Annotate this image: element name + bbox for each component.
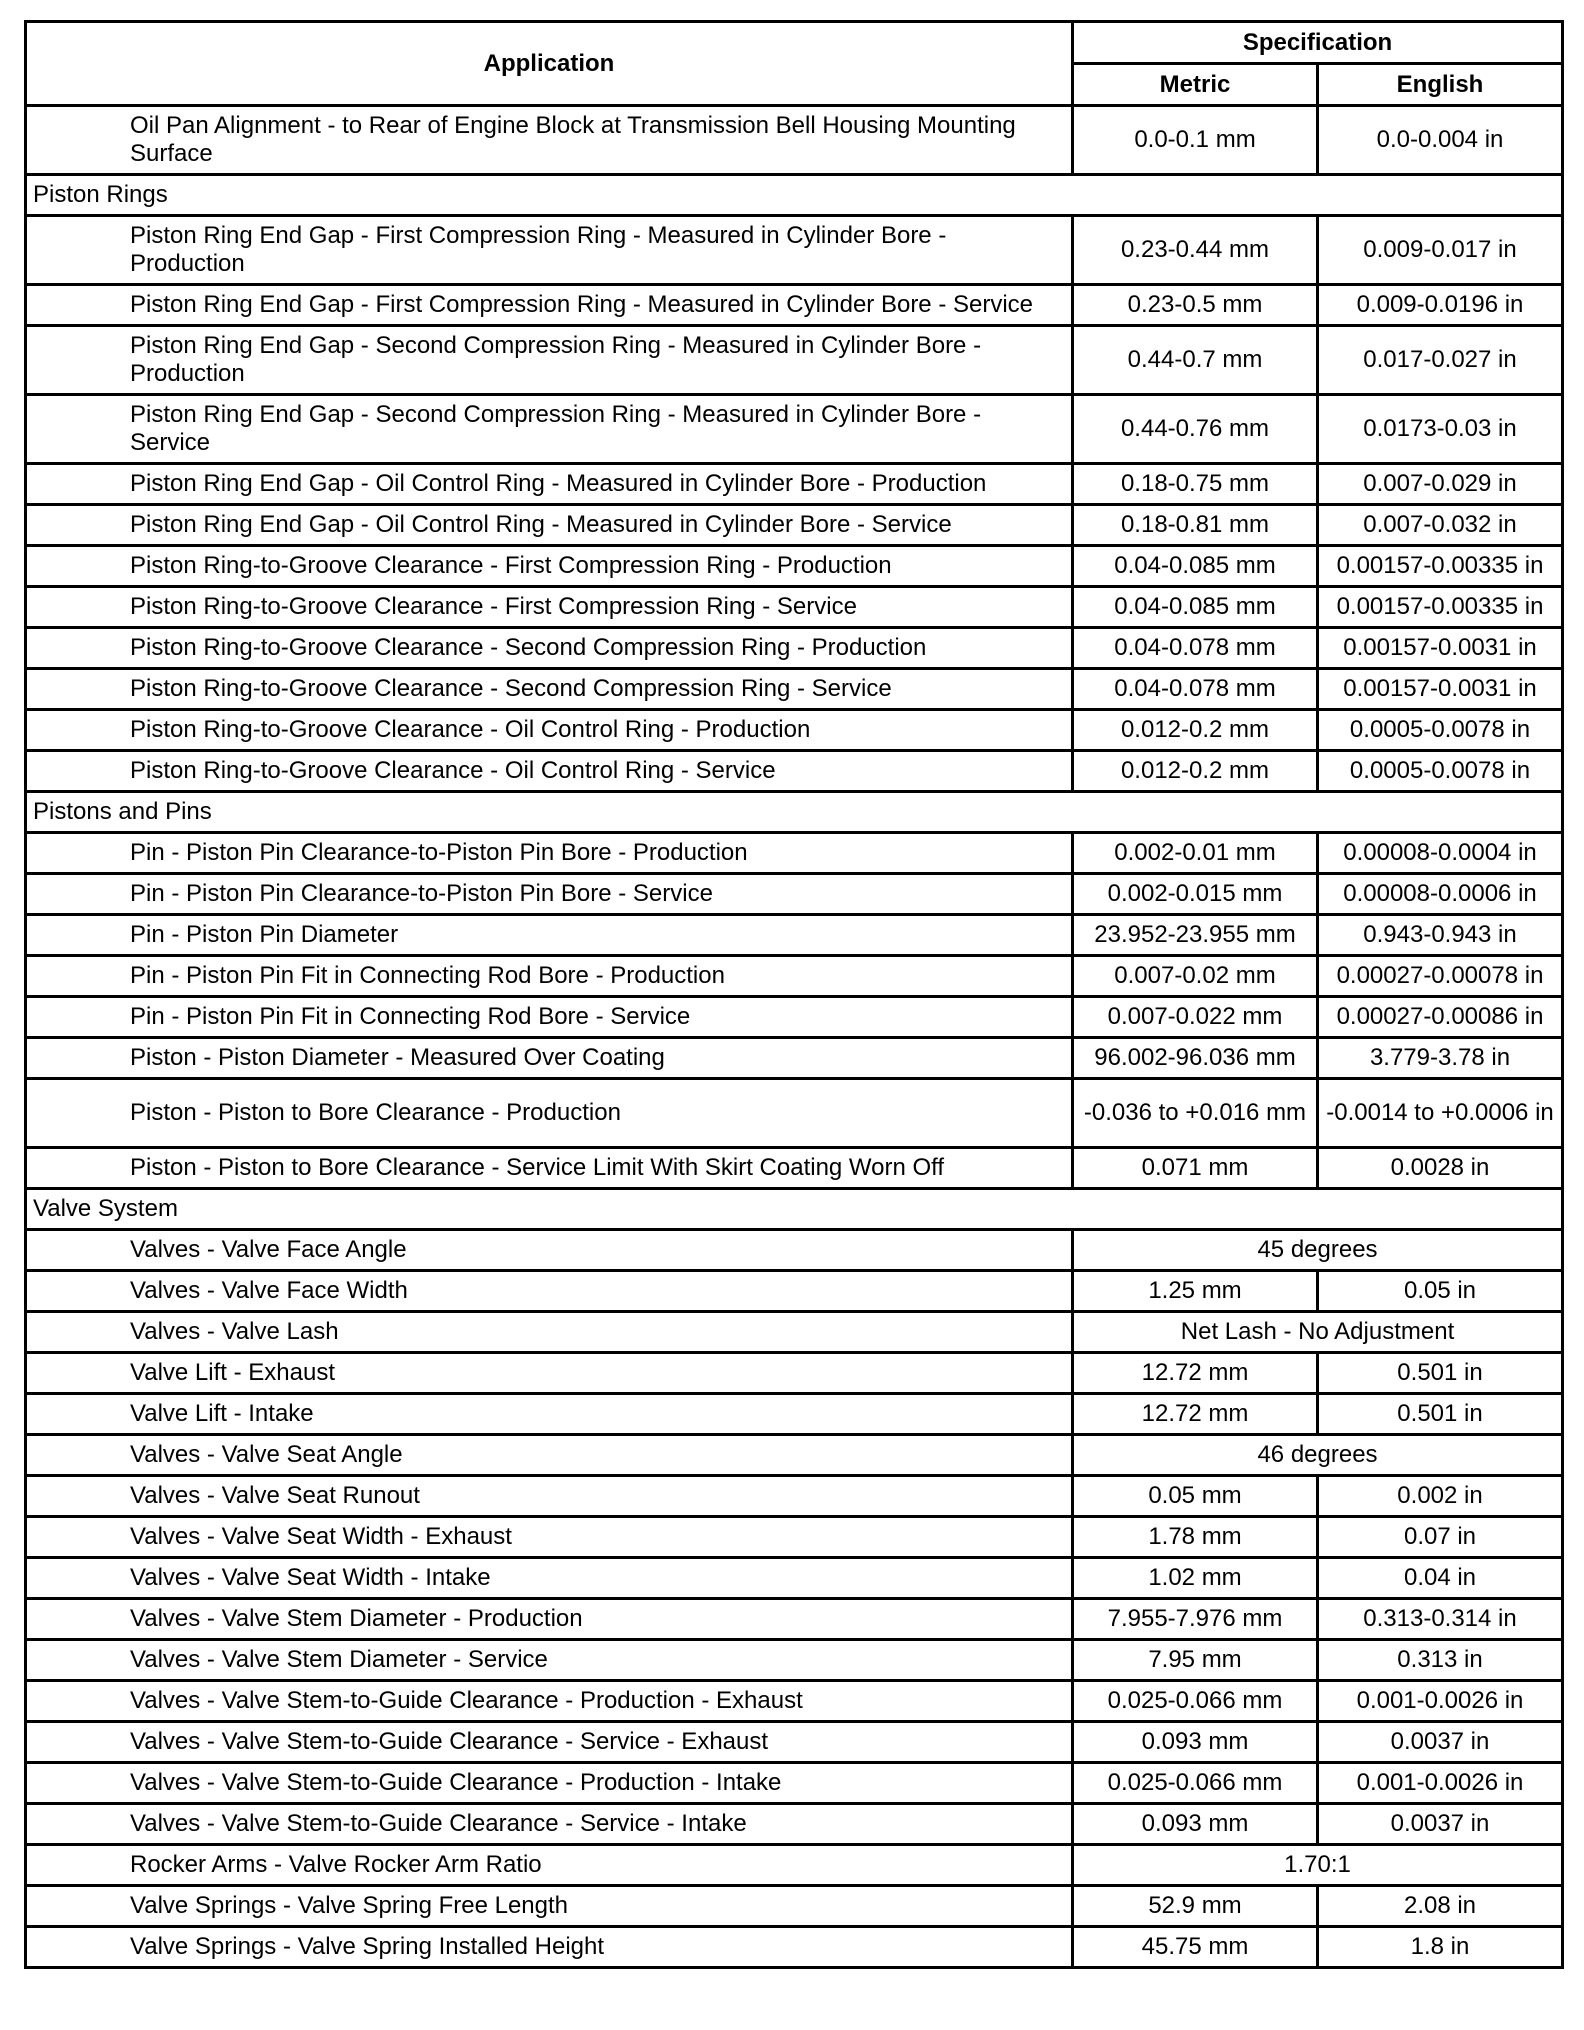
english-cell: 0.0173-0.03 in xyxy=(1318,395,1563,464)
english-cell: 0.313-0.314 in xyxy=(1318,1599,1563,1640)
english-cell: 0.00008-0.0004 in xyxy=(1318,833,1563,874)
table-row xyxy=(26,1038,1563,1079)
application-cell: Rocker Arms - Valve Rocker Arm Ratio xyxy=(26,1845,1073,1886)
application-cell: Valves - Valve Stem-to-Guide Clearance - Production - Intake xyxy=(26,1763,1073,1804)
english-cell: 0.001-0.0026 in xyxy=(1318,1763,1563,1804)
table-row xyxy=(26,464,1563,505)
metric-cell: 12.72 mm xyxy=(1073,1353,1318,1394)
metric-cell: 0.04-0.078 mm xyxy=(1073,628,1318,669)
metric-header: Metric xyxy=(1073,64,1318,106)
english-cell: 0.313 in xyxy=(1318,1640,1563,1681)
table-row xyxy=(26,956,1563,997)
english-cell: 0.00027-0.00086 in xyxy=(1318,997,1563,1038)
metric-cell: 0.44-0.7 mm xyxy=(1073,326,1318,395)
metric-cell: 0.093 mm xyxy=(1073,1722,1318,1763)
application-cell: Piston Ring-to-Groove Clearance - First Compression Ring - Production xyxy=(26,546,1073,587)
application-cell: Piston Ring End Gap - Second Compression Ring - Measured in Cylinder Bore - Service xyxy=(26,395,1073,464)
metric-cell: 0.012-0.2 mm xyxy=(1073,710,1318,751)
english-cell: 0.0037 in xyxy=(1318,1722,1563,1763)
section-title: Pistons and Pins xyxy=(26,792,1563,833)
merged-spec-cell: 45 degrees xyxy=(1073,1230,1563,1271)
english-cell: 3.779-3.78 in xyxy=(1318,1038,1563,1079)
table-row xyxy=(26,1230,1563,1271)
metric-cell: 0.071 mm xyxy=(1073,1148,1318,1189)
metric-cell: 0.23-0.44 mm xyxy=(1073,216,1318,285)
table-row xyxy=(26,669,1563,710)
metric-cell: 0.002-0.015 mm xyxy=(1073,874,1318,915)
table-row xyxy=(26,505,1563,546)
application-cell: Valves - Valve Face Width xyxy=(26,1271,1073,1312)
table-row xyxy=(26,915,1563,956)
english-cell: 0.0005-0.0078 in xyxy=(1318,751,1563,792)
metric-cell: 12.72 mm xyxy=(1073,1394,1318,1435)
section-title: Piston Rings xyxy=(26,175,1563,216)
table-row xyxy=(26,1681,1563,1722)
application-cell: Piston Ring End Gap - First Compression Ring - Measured in Cylinder Bore - Production xyxy=(26,216,1073,285)
english-cell: 0.0-0.004 in xyxy=(1318,106,1563,175)
metric-cell: 0.44-0.76 mm xyxy=(1073,395,1318,464)
application-cell: Valves - Valve Stem-to-Guide Clearance - Service - Intake xyxy=(26,1804,1073,1845)
application-cell: Valves - Valve Seat Width - Exhaust xyxy=(26,1517,1073,1558)
table-row xyxy=(26,1804,1563,1845)
english-cell: 1.8 in xyxy=(1318,1927,1563,1968)
application-cell: Piston Ring-to-Groove Clearance - Second Compression Ring - Service xyxy=(26,669,1073,710)
english-cell: 0.002 in xyxy=(1318,1476,1563,1517)
application-cell: Valve Lift - Intake xyxy=(26,1394,1073,1435)
metric-cell: 7.955-7.976 mm xyxy=(1073,1599,1318,1640)
table-row xyxy=(26,1148,1563,1189)
header-row xyxy=(26,22,1563,64)
metric-cell: 1.02 mm xyxy=(1073,1558,1318,1599)
english-cell: 0.0028 in xyxy=(1318,1148,1563,1189)
english-cell: 0.007-0.029 in xyxy=(1318,464,1563,505)
merged-spec-cell: 1.70:1 xyxy=(1073,1845,1563,1886)
table-row xyxy=(26,106,1563,175)
merged-spec-cell: Net Lash - No Adjustment xyxy=(1073,1312,1563,1353)
table-row xyxy=(26,833,1563,874)
application-cell: Piston - Piston to Bore Clearance - Service Limit With Skirt Coating Worn Off xyxy=(26,1148,1073,1189)
table-row xyxy=(26,1476,1563,1517)
table-row xyxy=(26,1353,1563,1394)
application-cell: Pin - Piston Pin Fit in Connecting Rod Bore - Service xyxy=(26,997,1073,1038)
metric-cell: 0.18-0.81 mm xyxy=(1073,505,1318,546)
application-cell: Oil Pan Alignment - to Rear of Engine Block at Transmission Bell Housing Mounting Surface xyxy=(26,106,1073,175)
english-cell: 0.007-0.032 in xyxy=(1318,505,1563,546)
english-cell: 0.00008-0.0006 in xyxy=(1318,874,1563,915)
table-row xyxy=(26,587,1563,628)
table-row xyxy=(26,1886,1563,1927)
metric-cell: -0.036 to +0.016 mm xyxy=(1073,1079,1318,1148)
english-header: English xyxy=(1318,64,1563,106)
spec-body xyxy=(26,106,1563,1968)
table-row xyxy=(26,326,1563,395)
table-row xyxy=(26,1312,1563,1353)
application-cell: Piston Ring End Gap - Second Compression Ring - Measured in Cylinder Bore - Production xyxy=(26,326,1073,395)
english-cell: 0.00157-0.0031 in xyxy=(1318,669,1563,710)
application-cell: Pin - Piston Pin Fit in Connecting Rod Bore - Production xyxy=(26,956,1073,997)
english-cell: 0.009-0.017 in xyxy=(1318,216,1563,285)
table-row xyxy=(26,1079,1563,1148)
english-cell: 0.0037 in xyxy=(1318,1804,1563,1845)
application-cell: Valves - Valve Stem-to-Guide Clearance - Service - Exhaust xyxy=(26,1722,1073,1763)
table-row xyxy=(26,751,1563,792)
metric-cell: 0.012-0.2 mm xyxy=(1073,751,1318,792)
metric-cell: 0.007-0.02 mm xyxy=(1073,956,1318,997)
application-cell: Valve Lift - Exhaust xyxy=(26,1353,1073,1394)
application-cell: Valves - Valve Seat Angle xyxy=(26,1435,1073,1476)
metric-cell: 0.05 mm xyxy=(1073,1476,1318,1517)
application-cell: Valves - Valve Seat Width - Intake xyxy=(26,1558,1073,1599)
application-cell: Piston Ring End Gap - Oil Control Ring - Measured in Cylinder Bore - Service xyxy=(26,505,1073,546)
merged-spec-cell: 46 degrees xyxy=(1073,1435,1563,1476)
metric-cell: 7.95 mm xyxy=(1073,1640,1318,1681)
table-row xyxy=(26,1558,1563,1599)
english-cell: 0.0005-0.0078 in xyxy=(1318,710,1563,751)
application-header: Application xyxy=(26,22,1073,106)
table-row xyxy=(26,395,1563,464)
application-cell: Piston Ring-to-Groove Clearance - First Compression Ring - Service xyxy=(26,587,1073,628)
application-cell: Pin - Piston Pin Diameter xyxy=(26,915,1073,956)
application-cell: Piston Ring-to-Groove Clearance - Oil Control Ring - Production xyxy=(26,710,1073,751)
english-cell: 0.00157-0.00335 in xyxy=(1318,587,1563,628)
application-cell: Valves - Valve Seat Runout xyxy=(26,1476,1073,1517)
section-row xyxy=(26,175,1563,216)
metric-cell: 0.04-0.085 mm xyxy=(1073,587,1318,628)
metric-cell: 0.025-0.066 mm xyxy=(1073,1681,1318,1722)
application-cell: Piston - Piston Diameter - Measured Over Coating xyxy=(26,1038,1073,1079)
table-row xyxy=(26,216,1563,285)
table-row xyxy=(26,628,1563,669)
metric-cell: 52.9 mm xyxy=(1073,1886,1318,1927)
table-row xyxy=(26,997,1563,1038)
spec-table-wrapper xyxy=(24,20,1561,1969)
application-cell: Piston - Piston to Bore Clearance - Production xyxy=(26,1079,1073,1148)
application-cell: Piston Ring-to-Groove Clearance - Oil Control Ring - Service xyxy=(26,751,1073,792)
metric-cell: 0.18-0.75 mm xyxy=(1073,464,1318,505)
application-cell: Pin - Piston Pin Clearance-to-Piston Pin Bore - Production xyxy=(26,833,1073,874)
table-row xyxy=(26,1640,1563,1681)
english-cell: 0.001-0.0026 in xyxy=(1318,1681,1563,1722)
application-cell: Piston Ring-to-Groove Clearance - Second Compression Ring - Production xyxy=(26,628,1073,669)
table-row xyxy=(26,1599,1563,1640)
section-row xyxy=(26,792,1563,833)
english-cell: 0.00157-0.00335 in xyxy=(1318,546,1563,587)
english-cell: 0.05 in xyxy=(1318,1271,1563,1312)
english-cell: -0.0014 to +0.0006 in xyxy=(1318,1079,1563,1148)
english-cell: 0.943-0.943 in xyxy=(1318,915,1563,956)
table-row xyxy=(26,1517,1563,1558)
english-cell: 0.07 in xyxy=(1318,1517,1563,1558)
english-cell: 0.00157-0.0031 in xyxy=(1318,628,1563,669)
table-row xyxy=(26,1271,1563,1312)
application-cell: Valves - Valve Stem Diameter - Production xyxy=(26,1599,1073,1640)
metric-cell: 1.25 mm xyxy=(1073,1271,1318,1312)
metric-cell: 96.002-96.036 mm xyxy=(1073,1038,1318,1079)
metric-cell: 0.04-0.078 mm xyxy=(1073,669,1318,710)
table-row xyxy=(26,285,1563,326)
english-cell: 0.009-0.0196 in xyxy=(1318,285,1563,326)
application-cell: Pin - Piston Pin Clearance-to-Piston Pin Bore - Service xyxy=(26,874,1073,915)
table-row xyxy=(26,710,1563,751)
application-cell: Valves - Valve Lash xyxy=(26,1312,1073,1353)
metric-cell: 0.23-0.5 mm xyxy=(1073,285,1318,326)
application-cell: Valves - Valve Face Angle xyxy=(26,1230,1073,1271)
application-cell: Valves - Valve Stem-to-Guide Clearance - Production - Exhaust xyxy=(26,1681,1073,1722)
table-row xyxy=(26,1845,1563,1886)
application-cell: Piston Ring End Gap - First Compression Ring - Measured in Cylinder Bore - Service xyxy=(26,285,1073,326)
table-row xyxy=(26,1927,1563,1968)
application-cell: Piston Ring End Gap - Oil Control Ring - Measured in Cylinder Bore - Production xyxy=(26,464,1073,505)
table-row xyxy=(26,874,1563,915)
english-cell: 0.501 in xyxy=(1318,1353,1563,1394)
metric-cell: 1.78 mm xyxy=(1073,1517,1318,1558)
metric-cell: 0.093 mm xyxy=(1073,1804,1318,1845)
english-cell: 2.08 in xyxy=(1318,1886,1563,1927)
table-row xyxy=(26,546,1563,587)
metric-cell: 0.025-0.066 mm xyxy=(1073,1763,1318,1804)
english-cell: 0.017-0.027 in xyxy=(1318,326,1563,395)
metric-cell: 0.002-0.01 mm xyxy=(1073,833,1318,874)
application-cell: Valve Springs - Valve Spring Installed Height xyxy=(26,1927,1073,1968)
table-row xyxy=(26,1722,1563,1763)
metric-cell: 23.952-23.955 mm xyxy=(1073,915,1318,956)
specification-header: Specification xyxy=(1073,22,1563,64)
application-cell: Valve Springs - Valve Spring Free Length xyxy=(26,1886,1073,1927)
specification-table xyxy=(24,20,1564,1969)
section-row xyxy=(26,1189,1563,1230)
table-row xyxy=(26,1763,1563,1804)
metric-cell: 45.75 mm xyxy=(1073,1927,1318,1968)
english-cell: 0.04 in xyxy=(1318,1558,1563,1599)
english-cell: 0.00027-0.00078 in xyxy=(1318,956,1563,997)
table-row xyxy=(26,1394,1563,1435)
section-title: Valve System xyxy=(26,1189,1563,1230)
application-cell: Valves - Valve Stem Diameter - Service xyxy=(26,1640,1073,1681)
metric-cell: 0.0-0.1 mm xyxy=(1073,106,1318,175)
table-row xyxy=(26,1435,1563,1476)
metric-cell: 0.007-0.022 mm xyxy=(1073,997,1318,1038)
english-cell: 0.501 in xyxy=(1318,1394,1563,1435)
metric-cell: 0.04-0.085 mm xyxy=(1073,546,1318,587)
